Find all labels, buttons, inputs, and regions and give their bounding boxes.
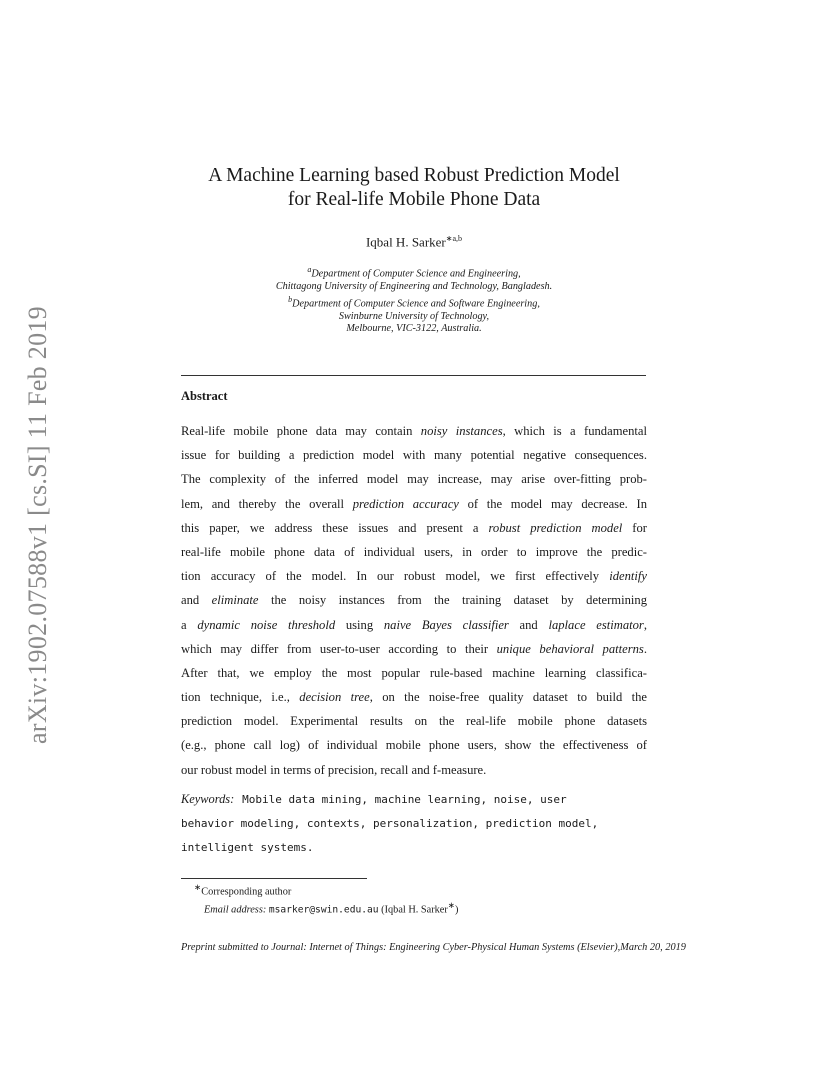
keywords-line: Mobile data mining, machine learning, noise, user bbox=[242, 793, 567, 806]
abstract-text: prediction model. Experimental results on the real-life mobile phone datasets bbox=[181, 714, 647, 729]
abstract-line bbox=[181, 443, 647, 467]
affiliation-line: Swinburne University of Technology, bbox=[338, 310, 490, 322]
email-label: Email address: bbox=[204, 904, 267, 916]
abstract-emphasis: eliminate bbox=[211, 593, 259, 608]
abstract-line bbox=[181, 661, 647, 685]
abstract-text: lem, and thereby the overall bbox=[181, 496, 353, 511]
affiliations bbox=[150, 264, 678, 336]
footnote-mark: ∗ bbox=[194, 882, 202, 892]
abstract-line bbox=[181, 733, 647, 757]
abstract-text: After that, we employ the most popular rule-based machine learning classifica- bbox=[181, 665, 647, 680]
abstract-top-rule bbox=[181, 375, 646, 376]
author-line bbox=[150, 234, 678, 250]
affiliation-line: Chittagong University of Engineering and Technology, Bangladesh. bbox=[275, 280, 553, 292]
keywords bbox=[181, 787, 647, 860]
abstract-emphasis: robust prediction model bbox=[488, 520, 623, 535]
abstract-text: tion technique, i.e., bbox=[181, 690, 300, 705]
abstract-text: Real-life mobile phone data may contain bbox=[181, 424, 421, 438]
abstract-text: a bbox=[181, 617, 198, 632]
footnote-corresponding: Corresponding author bbox=[201, 886, 292, 898]
abstract-text: tion accuracy of the model. In our robust model, we first effectively bbox=[181, 569, 610, 584]
abstract-line bbox=[181, 564, 647, 588]
abstract-line bbox=[181, 588, 647, 612]
abstract-text: , which is a fundamental bbox=[502, 424, 647, 438]
abstract-emphasis: laplace estimator bbox=[548, 617, 644, 632]
abstract-line bbox=[181, 516, 647, 540]
abstract-text: (e.g., phone call log) of individual mobile phone users, show the effectiveness of bbox=[181, 738, 647, 753]
abstract-text: real-life mobile phone data of individual users, in order to improve the predic- bbox=[181, 544, 647, 559]
abstract-line bbox=[181, 637, 647, 661]
keywords-label: Keywords: bbox=[181, 792, 235, 806]
title-line-2: for Real-life Mobile Phone Data bbox=[287, 189, 541, 210]
abstract-text: for bbox=[622, 520, 647, 535]
abstract-line bbox=[181, 540, 647, 564]
abstract-text: The complexity of the inferred model may increase, may arise over-fitting prob- bbox=[181, 472, 647, 487]
abstract-emphasis: prediction accuracy bbox=[352, 496, 459, 511]
author-name: Iqbal H. Sarker bbox=[365, 234, 446, 250]
author-marks: ∗a,b bbox=[445, 234, 463, 243]
abstract-line bbox=[181, 709, 647, 733]
abstract-text: , on the noise-free quality dataset to build the bbox=[369, 690, 647, 705]
abstract-emphasis: dynamic noise threshold bbox=[197, 617, 336, 632]
abstract-emphasis: noisy instances bbox=[420, 424, 503, 438]
arxiv-identifier: arXiv:1902.07588v1 [cs.SI] 11 Feb 2019 bbox=[23, 306, 52, 744]
abstract-text: which may differ from user-to-user according to their bbox=[181, 641, 497, 656]
abstract-text: this paper, we address these issues and present a bbox=[181, 520, 489, 535]
title-line-1: A Machine Learning based Robust Prediction Model bbox=[208, 165, 620, 186]
abstract-text: and bbox=[181, 593, 212, 608]
abstract-text: . bbox=[643, 641, 647, 656]
abstract-text: the noisy instances from the training dataset by determining bbox=[258, 593, 647, 608]
affiliation-line: $^b$Department of Computer Science and Software Engineering, bbox=[288, 294, 540, 309]
footnote: ∗Corresponding author Email address: msarker@swin.edu.au (Iqbal H. Sarker∗) bbox=[194, 882, 459, 916]
paper-title bbox=[150, 164, 678, 212]
abstract-text: of the model may decrease. In bbox=[458, 496, 647, 511]
abstract-line bbox=[181, 492, 647, 516]
keywords-line: behavior modeling, contexts, personalization, prediction model, bbox=[181, 817, 599, 831]
abstract-text: , bbox=[643, 617, 647, 632]
abstract-line bbox=[181, 685, 647, 709]
preprint-footer: Preprint submitted to Journal: Internet of Things: Engineering Cyber-Physical Human Systems (Elsevier),March 20, 2019 bbox=[181, 942, 686, 953]
keywords-line: intelligent systems. bbox=[181, 841, 314, 855]
affiliation-line: $^a$Department of Computer Science and Engineering, bbox=[307, 265, 521, 280]
affiliation-line: Melbourne, VIC-3122, Australia. bbox=[346, 323, 482, 335]
abstract-text: our robust model in terms of precision, recall and f-measure. bbox=[181, 762, 487, 777]
abstract-heading: Abstract bbox=[181, 389, 228, 403]
abstract-line bbox=[181, 758, 647, 782]
abstract-text: and bbox=[508, 617, 549, 632]
arxiv-stamp bbox=[18, 290, 58, 760]
footnote-rule bbox=[181, 878, 367, 879]
abstract-line bbox=[181, 613, 647, 637]
abstract-emphasis: decision tree bbox=[299, 690, 370, 705]
abstract-emphasis: unique behavioral patterns bbox=[496, 641, 644, 656]
abstract-line bbox=[181, 419, 647, 443]
abstract-text: using bbox=[335, 617, 384, 632]
abstract-line bbox=[181, 467, 647, 491]
email-address[interactable]: msarker@swin.edu.au bbox=[268, 904, 379, 916]
abstract-text: issue for building a prediction model with many potential negative consequences. bbox=[181, 448, 647, 463]
abstract-emphasis: identify bbox=[609, 569, 647, 584]
abstract-emphasis: naive Bayes classifier bbox=[383, 617, 509, 632]
abstract-body bbox=[181, 419, 647, 782]
